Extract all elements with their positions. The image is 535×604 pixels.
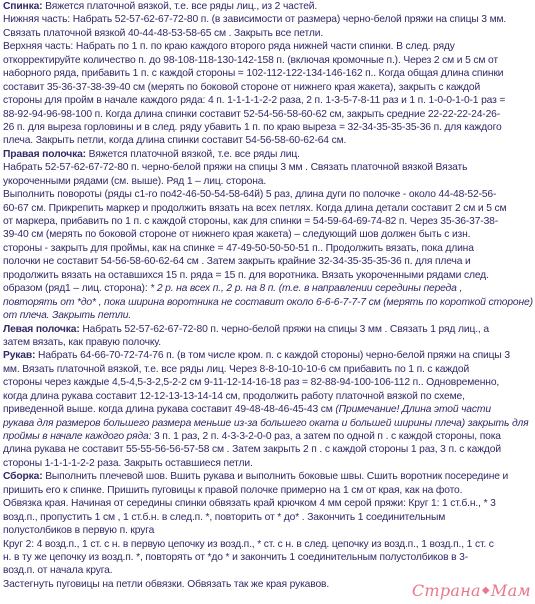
text-run: Верхняя часть: Набрать по 1 п. по краю каждого второго ряда нижней части спинки. В след. ряду — [3, 41, 455, 53]
text-run: Застегнуть пуговицы на петли обвязки. Обвязать так же края рукавов. — [3, 578, 330, 590]
text-line — [3, 215, 533, 228]
text-line — [3, 470, 533, 483]
text-run: Выполнить плечевой шов. Вшить рукава и выполнить боковые швы. Сшить воротник посередине и — [42, 471, 509, 483]
text-run: образом (ряд1 – лиц. сторона): — [3, 283, 151, 295]
section-heading: Сборка: — [3, 471, 43, 483]
text-run: приведенной выше. когда длина рукава составит 49-48-48-46-45-43 см — [3, 404, 336, 416]
text-line — [3, 323, 533, 336]
section-heading: Спинка: — [3, 1, 43, 12]
text-line — [3, 255, 533, 268]
text-run: Набрать 52-57-62-67-72-80 п. черно-белой пряжи на спицы 3 мм . Связать 1 ряд лиц., а — [79, 323, 489, 335]
text-line — [3, 175, 533, 188]
text-run: (Примечание! Длина этой части — [335, 404, 491, 416]
text-run: стороны - закрыть для проймы, как на спинке = 47-49-50-50-50-51 п.. Продолжить вязать, пока длина — [3, 242, 474, 254]
text-run: стороны для пройм в начале каждого ряда: 4 п. 1-1-1-1-2-2 раза, 2 п. 1-3-5-7-8-11 раз и 1 п. 1-0-0-1-0-1 раз = — [3, 95, 506, 107]
text-run: от плеча. Закрыть петли. — [3, 310, 132, 322]
section-heading: Правая полочка: — [3, 148, 86, 160]
text-run: Связать платочной вязкой 40-44-48-53-58-65 см . Закрыть все петли. — [3, 27, 324, 39]
text-run: 3 п. 1 раз, 2 п. 4-3-3-2-0-0 раз, а затем по одной п . с каждой стороны, пока — [151, 431, 501, 442]
text-line — [3, 161, 533, 174]
text-line — [3, 363, 533, 376]
text-line — [3, 524, 533, 537]
text-run: проймы в начале каждого ряда: — [3, 431, 152, 442]
text-run: длина рукава не составит 55-55-56-56-57-58 см . Затем закрыть 2 п . с каждой стороны 1 раз, 3 п. с каждой — [3, 444, 501, 456]
text-line — [3, 551, 533, 564]
section-heading: Левая полочка: — [3, 323, 80, 335]
text-run: Вяжется платочной вязкой, т.е. все ряды лиц. — [85, 148, 300, 160]
text-line — [3, 511, 533, 524]
site-watermark — [412, 581, 531, 600]
text-run: полочки не составит 54-56-58-60-62-64 см . Затем закрыть крайние 32-34-35-35-35-36 п. для плеча и — [3, 256, 471, 268]
text-line — [3, 54, 533, 67]
text-line — [3, 336, 533, 349]
text-line — [3, 390, 533, 403]
text-line — [3, 134, 533, 147]
text-line — [3, 349, 533, 362]
text-run: от маркера, прибавить по 1 п. с каждой стороны, как для спинки = 54-59-64-69-74-82 п. Через 35-36-37-38- — [3, 216, 499, 227]
text-line — [3, 81, 533, 94]
text-run: Набрать 52-57-62-67-72-80 п. черно-белой пряжи на спицы 3 мм . Связать платочной вязкой Вязать — [3, 162, 468, 174]
text-line — [3, 27, 533, 40]
text-run: стороны 1-1-1-1-2-2 раза. Закрыть оставшиеся петли. — [3, 457, 253, 469]
text-run: укороченными рядами (см. выше). Ряд 1 – лиц. сторона. — [3, 175, 267, 187]
text-line — [3, 484, 533, 497]
text-line — [3, 457, 533, 470]
text-line — [3, 269, 533, 282]
text-run: * 2 р. на всех п., 2 р. на 8 п. (т.е. в направлении середины переда , — [150, 283, 463, 295]
text-run: рукава для размеров большего размера меньше из-за большего оката и большей ширины плеча) закрыть для — [3, 417, 529, 429]
pattern-document — [3, 0, 533, 591]
text-run: повторять от *до* , пока ширина воротника не составит около 6-6-6-7-7-7 см (мерять по короткой стороне) — [3, 296, 533, 308]
text-line — [3, 188, 533, 201]
text-run: мм. Вязать платочной вязкой, т.е. все ряды лиц. Через 8-8-10-10-10-6 см прибавить по 1 п. с каждой — [3, 363, 470, 375]
text-run: пришить его к спинке. Пришить пуговицы к правой полочке примерно на 1 см от края, как на фото. — [3, 484, 463, 496]
text-line — [3, 282, 533, 295]
text-line — [3, 148, 533, 161]
text-line — [3, 67, 533, 80]
text-run: Круг 2: 4 возд.п., 1 ст. с н. в первую цепочку из возд.п., * ст. с н. в след. цепочку из возд.п., 1 возд.п., 1 ст. с — [3, 538, 494, 550]
text-run: продолжить вязать на оставшихся 15 п. ряда = 15 п. для воротника. Вязать укороченными рядами след. — [3, 269, 489, 281]
text-run: н. в ту же цепочку из возд.п. *, повторять от *до * и закончить 1 соединительным полустолбиков в 3- — [3, 551, 469, 563]
text-run: откорректируйте количество п. до 98-108-118-130-142-158 п. (включая кромочные п.). Через 2 см и 5 см от — [3, 54, 498, 66]
watermark-right: Мам — [490, 581, 531, 600]
text-run: возд.п. от начала круга. — [3, 565, 113, 577]
text-run: Вяжется платочной вязкой, т.е. все ряды лиц., из 2 частей. — [42, 1, 318, 12]
text-line — [3, 309, 533, 322]
section-heading: Рукав: — [3, 350, 36, 362]
text-line — [3, 296, 533, 309]
text-line — [3, 228, 533, 241]
text-run: 26 п. для выреза горловины и в след. ряду убавить 1 п. по краю выреза = 32-34-35-35-35-36 п. для каждого — [3, 121, 502, 133]
watermark-dot: ◆ — [481, 585, 490, 596]
text-line — [3, 108, 533, 121]
text-run: затем вязать, как правую полочку. — [3, 336, 161, 348]
text-run: Нижняя часть: Набрать 52-57-62-67-72-80 п. (в зависимости от размера) черно-белой пряжи на спицы 3 мм. — [3, 14, 507, 26]
text-line — [3, 0, 533, 13]
text-run: 60-67 см. Прикрепить маркер и продолжить вязать на всех петлях. Когда длина детали составит 2 см и 5 см — [3, 202, 507, 214]
watermark-left: Страна — [411, 581, 481, 600]
text-line — [3, 376, 533, 389]
text-line — [3, 121, 533, 134]
text-line — [3, 443, 533, 456]
text-line — [3, 40, 533, 53]
text-run: Обвязка края. Начиная от середины спинки обвязать край крючком 4 мм серой пряжи: Круг 1: 1 ст.б.н., * 3 — [3, 498, 496, 510]
text-run: стороны через каждые 4,5-4,5-3-2,5-2-2 см 9-11-12-14-16-18 раз = 82-88-94-100-106-112 п.. Одновременно, — [3, 377, 500, 389]
text-line — [3, 564, 533, 577]
text-line — [3, 202, 533, 215]
text-line — [3, 497, 533, 510]
text-line — [3, 417, 533, 430]
text-run: полустолбиков в первую п. круга — [3, 525, 155, 537]
text-line — [3, 403, 533, 416]
text-run: наборного ряда, прибавить 1 п. с каждой стороны = 102-112-122-134-146-162 п.. Когда общая длина спинки — [3, 68, 504, 80]
text-run: плеча. Закрыть петли, когда длина спинки составит 54-56-58-60-62-64 см. — [3, 135, 347, 147]
text-line — [3, 430, 533, 443]
text-run: 39-40 см (мерять по боковой стороне от нижнего края жакета) – следующий шов должен быть с изн. — [3, 229, 471, 241]
text-line — [3, 94, 533, 107]
text-run: Выполнить повороты (ряды с1-го по42-46-50-54-58-64й) 5 раз, длина дуги по полочке - около 44-48-52-56- — [3, 189, 497, 201]
text-line — [3, 13, 533, 26]
text-run: составит 35-36-37-38-39-40 см (мерять по боковой стороне от нижнего края жакета), закрыть с каждой — [3, 81, 481, 93]
text-run: возд.п., пропустить 1 см , 1 ст.б.н. в след.п. *, повторить от * до* . Закончить 1 соединительным — [3, 511, 446, 523]
text-run: Набрать 64-66-70-72-74-76 п. (в том числе кром. п. с каждой стороны) черно-белой пряжи на спицы 3 — [35, 350, 510, 362]
text-run: когда длина рукава составит 12-12-13-13-14-14 см, продолжить работу платочной вязкой по схеме, — [3, 390, 465, 402]
text-line — [3, 538, 533, 551]
text-run: 88-92-94-96-98-100 п. Когда длина спинки составит 52-54-56-58-60-62 см, закрыть средние 22-22-22-24-26- — [3, 108, 501, 120]
text-line — [3, 242, 533, 255]
